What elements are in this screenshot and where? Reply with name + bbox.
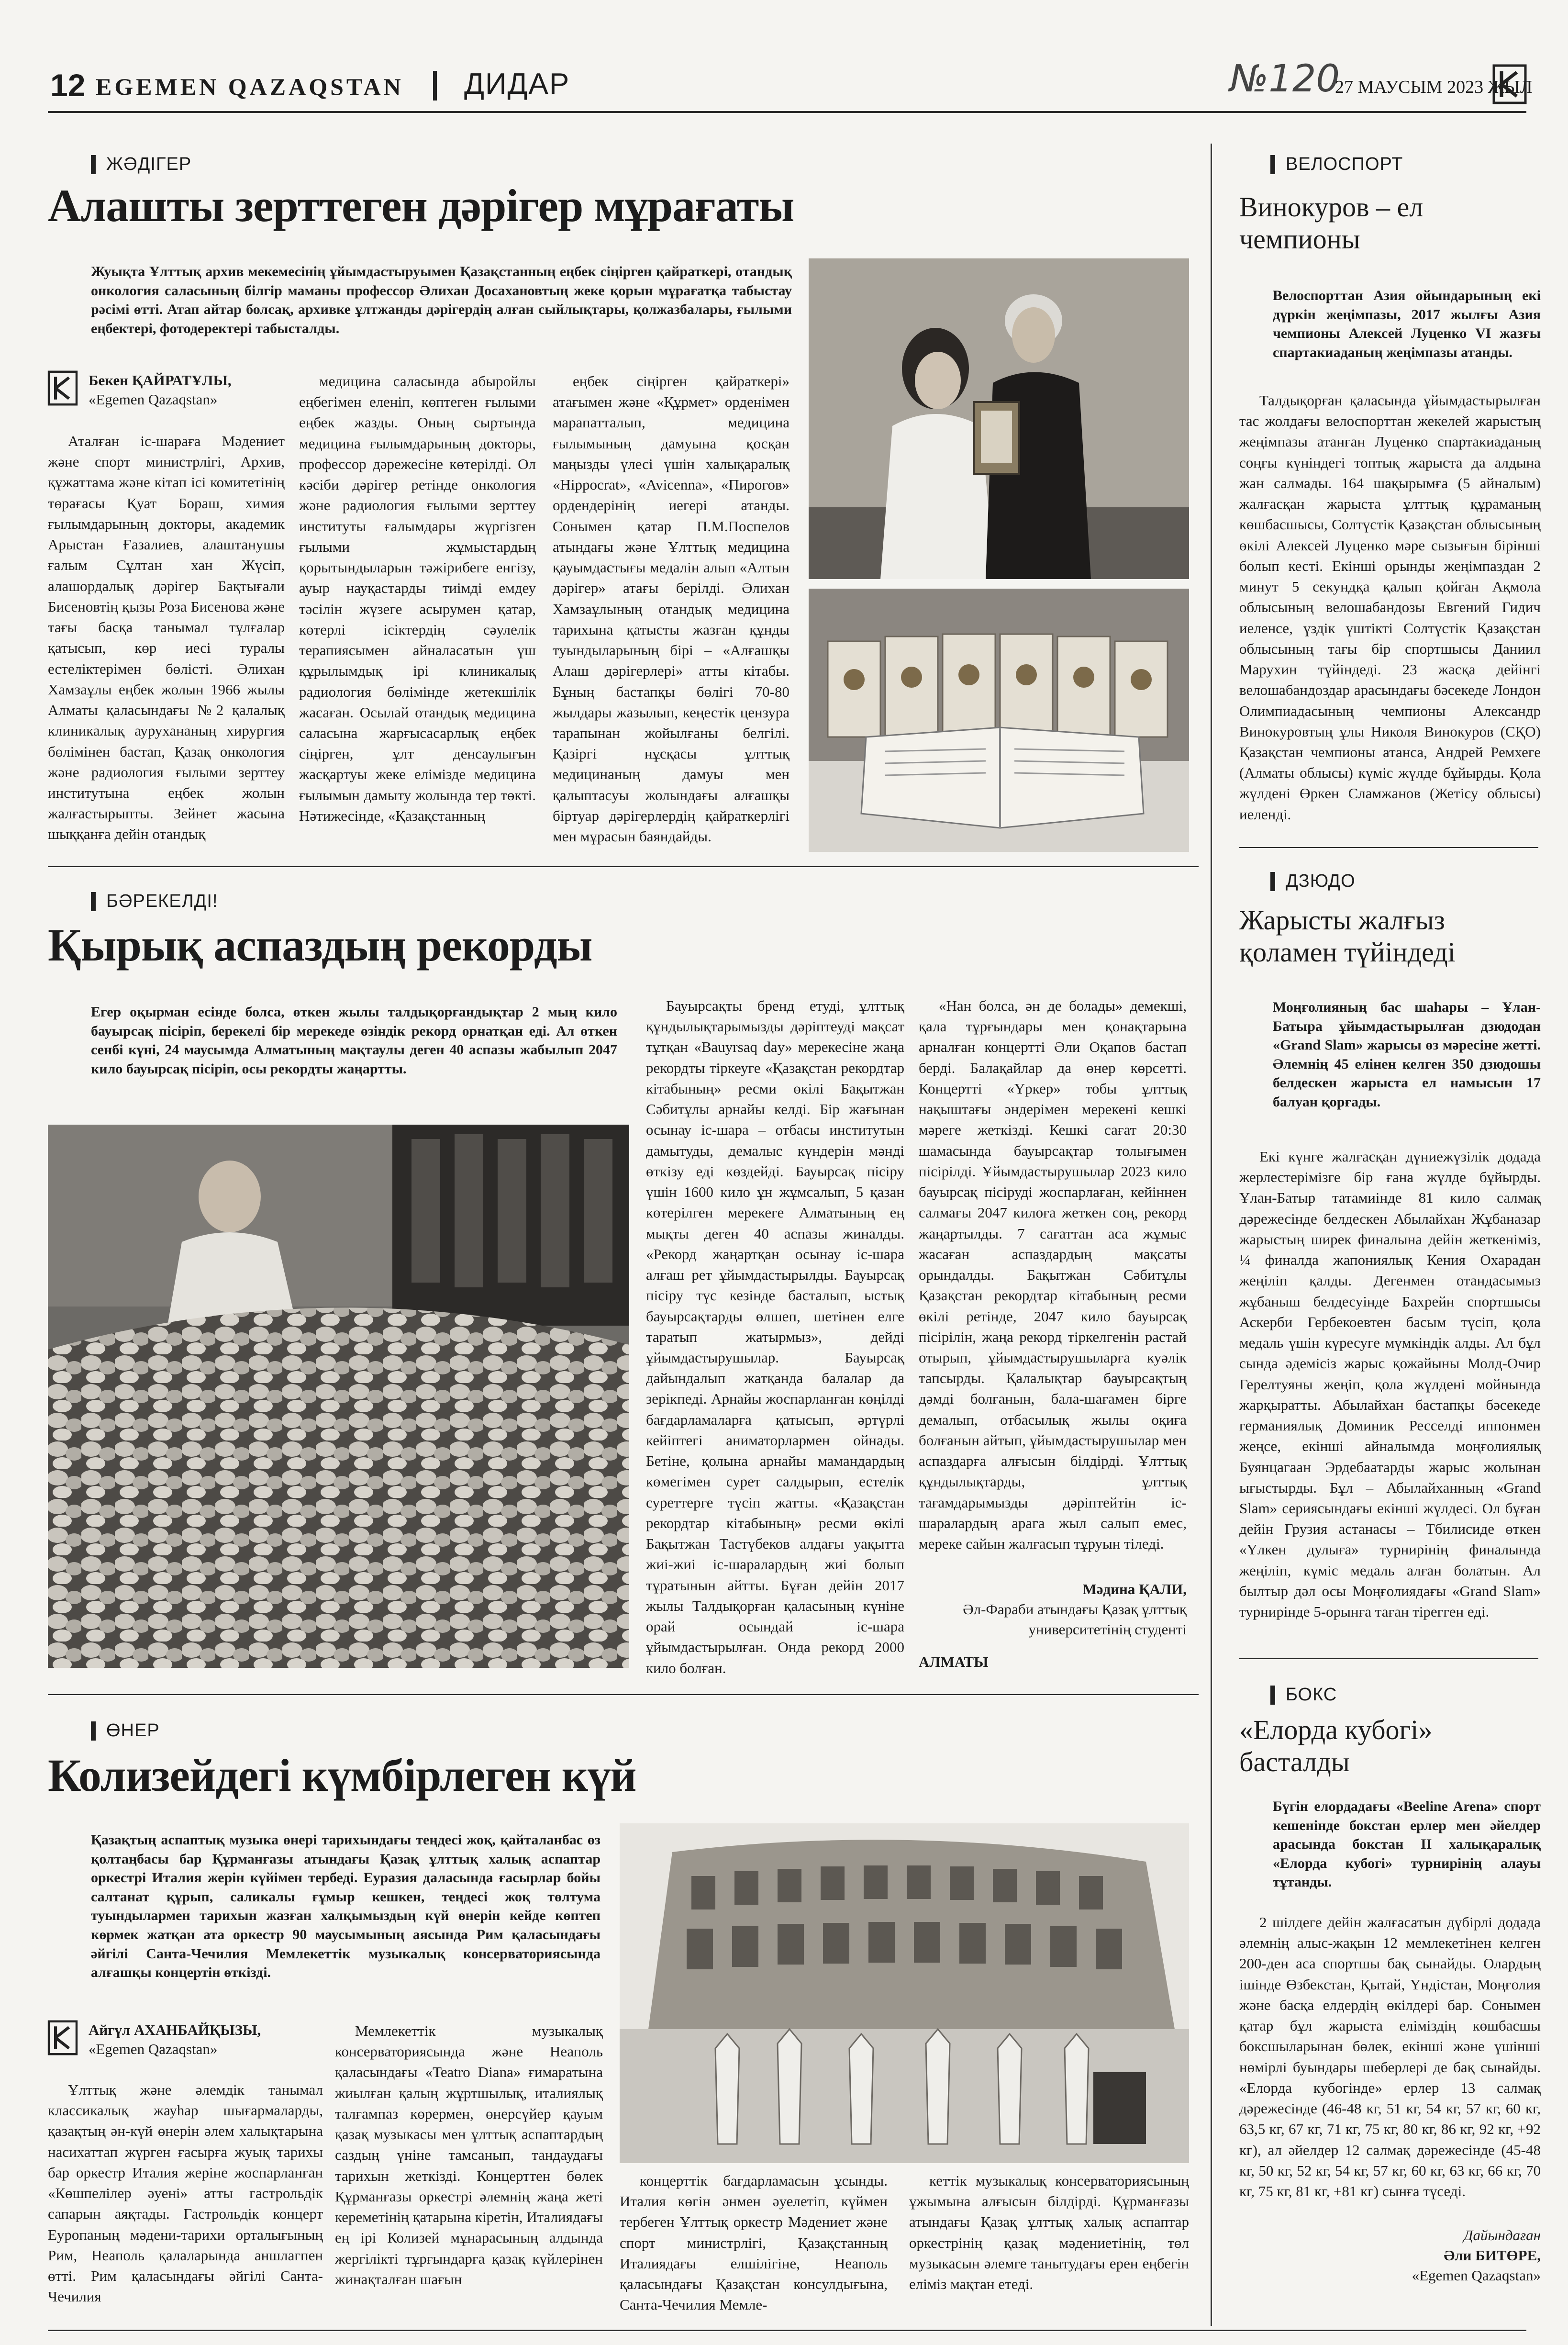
prepared-name: Әли БИТӨРЕ, (1444, 2246, 1541, 2264)
signature-role: Әл-Фараби атындағы Қазақ ұлттық университетінің студенті (963, 1600, 1187, 1638)
issue-date: 27 МАУСЫМ 2023 ЖЫЛ (1335, 77, 1533, 97)
ceremony-photo (809, 258, 1189, 579)
sidebar-velosport-rubric: ВЕЛОСПОРТ (1270, 154, 1403, 175)
books-photo (809, 589, 1189, 852)
sidebar-rule-1 (1239, 847, 1538, 848)
sidebar-judo-rubric: ДЗЮДО (1270, 871, 1356, 892)
sidebar-velosport-body: Талдықорған қаласында ұйымдастырылған тас жолдағы велоспорттан жекелей жарыстың жеңімпазы атанған Луценко спартакиаданың соңғы күніндегі топтық жарыста да алдына жан салмады. 164 шақырымға (5 айналым) жалғасқан жарыста ұлттық құраманың көшбасшысы, Солтүстік Қазақстан облысының өкілі Алексей Луценко мәре сызығын бірінші болып кесті. Екінші орынды жеңімпаздан 2 минут 5 секундқа қалып қойған Ақмола облысының велошабандозы Евгений Гидич иеленсе, үздік үштікті Солтүстік Қазақстан облысының тағы бір спортшысы Даниил Марухин түйіндеді. 23 жасқа дейінгі велошабандоздар арасындағы бәсекеде Лондон Олимпиадасының чемпионы Александр Винокуровтың ұлы Николя Винокуров (СҚО) Қазақстан чемпионы атанса, Андрей Ремхеге (Алматы облысы) күміс жүлде бұйырды. Қола жүлдені Өркен Сламжанов (Жетісу облысы) иеленді. (1239, 392, 1541, 823)
prepared-outlet: «Egemen Qazaqstan» (1412, 2267, 1541, 2284)
sidebar-boxing-rubric: БОКС (1270, 1685, 1337, 1705)
article3-column-2: Мемлекеттік музыкалық консерваториясында және Неаполь қаласындағы «Teatro Diana» ғимаратына жиылған қалың жұртшылық, италиялық талғампаз көрермен, өнерсүйер қауым қазақ музыкасы мен ұлттық аспаптардың саздың үніне тамсанып, тандаудағы тарихын жеткізді. Концерттен бөлек Құрманғазы оркестрі әлемнің жаңа жеті кереметінің қатарына кіретін, Италиядағы ең ірі Колизей мұнарасының алдында жергілікті тұрғындарға қазақ күйлерінен жинақталған шағын (335, 2022, 603, 2288)
sidebar-rule-2 (1239, 1658, 1538, 1659)
article2-bottom-rule (48, 1694, 1199, 1695)
header-rule (48, 111, 1526, 113)
author-name: Бекен ҚАЙРАТҰЛЫ, (89, 372, 232, 389)
article1-byline (89, 371, 280, 410)
article3-lead: Қазақтың аспаптық музыка өнері тарихындағы теңдесі жоқ, қайталанбас өз қолтаңбасы бар Құрманғазы атындағы Қазақ ұлттық халық аспаптар оркестрі Италия жерін күйімен тербеді. Еуразия даласында ғасырлар бойы салтанат құрып, саликалы ғұмыр кешкен, теңдесі жоқ төлтума туындылармен тарихын жазған халқымыздың күй өнерін кейде көптеп көрмек жатқан ата оркестр 90 маусымының аясында Рим қаласындағы әйгілі Санта-Чечилия Мемлекеттік музыкалық консерваториясында алғашқы концертін өткізді. (91, 1832, 601, 1981)
sidebar-boxing-signature (1239, 2225, 1541, 2286)
article1-headline: Алашты зерттеген дәрігер мұрағаты (48, 180, 794, 231)
sidebar-separator (1211, 144, 1212, 2326)
article2-column-1: Бауырсақты бренд етуді, ұлттық құндылықтарымызды дәріптеуді мақсат тұтқан «Bauyrsaq day» мерекесіне жаңа рекордты тіркеуге «Қазақстан рекордтар кітабының» ресми өкілі Бақытжан Сәбитұлы арнайы келді. Бір жағынан осынау іс-шара – отбасы институтын дамытуды, демалыс күндерін мәнді өткізу еді көздейді. Бауырсақ пісіру үшін 1600 кило ұн жұмсалып, 5 қазан көтерілген мерекеге Алматының ең мықты деген 40 аспазы жиналды. «Рекорд жаңартқан осынау іс-шара алғаш рет ұйымдастырылды. Бауырсақ пісіру түс кезінде басталып, ыстық бауырсақтарды өлшеп, шетінен елге таратып жатырмыз», дейді ұйымдастырушылар. Бауырсақ дайындалып жатқанда балалар да зерікпеді. Арнайы жоспарланған көңілді бағдарламаларға қатысып, әртүрлі кейіптегі аниматорлармен ойнады. Бетіне, қолына арнайы мамандардың көмегімен сурет салдырып, естелік суреттерге түсіп жатты. «Қазақстан рекордтар кітабының» ресми өкілі Бақытжан Тастүбеков алдағы уақытта жиі-жиі іс-шаралардың жиі болып тұратынын айтты. Бұған дейін 2017 жылы Талдықорған қаласының күніне орай осындай іс-шара ұйымдастырылған. Онда рекорд 2000 кило болған. (646, 997, 904, 1676)
article2-signature (919, 1579, 1187, 1640)
footer-rule (48, 2330, 1526, 2331)
article3-byline (89, 2021, 328, 2059)
author-outlet: «Egemen Qazaqstan» (89, 391, 218, 408)
header-separator (433, 71, 437, 100)
newspaper-name: EGEMEN QAZAQSTAN (96, 73, 404, 100)
sidebar-boxing-lead: Бүгін елордадағы «Beeline Arena» спорт кешенінде бокстан ерлер мен әйелдер арасында бокстан ІІ халықаралық «Елорда кубогі» турнирінің алауы тұтанды. (1273, 1798, 1541, 1890)
article1-bottom-rule (48, 866, 1199, 867)
author-logo-icon (48, 371, 78, 405)
article2-headline: Қырық аспаздың рекорды (48, 919, 592, 971)
sidebar-judo-body: Екі күнге жалғасқан дүниежүзілік додада жерлестерімізге бір ғана жүлде бұйырды. Ұлан-Батыр татамиінде 81 кило салмақ дәрежесінде белдескен Абылайхан Жұбаназар жарыстың ширек финалына дейін жеткеніміз, ¼ финалда жапониялық Кения Охарадан жеңіліп қалды. Дегенмен отандасымыз жұбаныш белдесуінде Бахрейн спортшысы Аскерби Гербекоевтен басым түсіп, қола медаль үшін күресуге мүмкіндік алды. Ал бұл сында әдемісіз жарыс қожайыны Молд-Очир Герелтуяны жеңіп, қола жүлдені мойнында жарқыратты. Абылайхан бастапқы бәсекеде германиялық Доминик Ресселді иппонмен жеңсе, екінші айналымда моңғолиялық Буянцагаан Эрдебаатарды жарыс жолынан ығыстырды. Бұл – Абылайханның «Grand Slam» сериясындағы екінші жүлдесі. Ол бұған дейін Грузия астанасы – Тбилисиде өткен «Үлкен дулыға» турнирінің финалында жеңіліп, күміс медаль алған болатын. Ал былтыр дәл осы Моңғолиядағы «Grand Slam» турнирінде 5-орынға таған тірегген еді. (1239, 1148, 1541, 1620)
sidebar-judo-lead: Моңғолияның бас шаһары – Ұлан-Батыра ұйымдастырылған дзюдодан «Grand Slam» жарысы өз мәресіне жетті. Әлемнің 45 елінен келген 350 дзюдошы белдескен жарыста ел намысын 17 балуан қорғады. (1273, 999, 1541, 1110)
article3-column-1: Ұлттық және әлемдік танымал классикалық жауһар шығармаларды, қазақтың ән-күй өнерін әлем халықтарына насихаттап жүрген ғасырға жуық тарихы бар оркестр Италия жеріне жоспарланған «Көшпелілер әуені» атты гастрольдік сапарын аяқтады. Гастрольдік концерт Еуропаның мәдени-тарихи орталығының Рим, Неаполь қалаларында аншлагпен өтті. Рим қаласындағы әйгілі Санта-Чечилия (48, 2081, 323, 2305)
article2-rubric: БӘРЕКЕЛДІ! (91, 891, 218, 912)
article3-column-3: концерттік бағдарламасын ұсынды. Италия көгін әнмен әуелетіп, күймен тербеген Ұлттық оркестр Мәдениет және спорт министрлігі, Қазақстанның Италиядағы елшілігіне, Неаполь қаласындағы Қазақстан консулдығына, Санта-Чечилия Мемле- (620, 2172, 888, 2313)
signature-name: Мәдина ҚАЛИ, (1082, 1581, 1187, 1597)
newspaper-logo-icon (1493, 65, 1526, 104)
sidebar-boxing-headline: «Елорда кубогі» басталды (1239, 1714, 1433, 1777)
article1-column-3: еңбек сіңірген қайраткері» атағымен және «Құрмет» орденімен марапатталып, медицина ғылымының дамуына қосқан маңызды үлесі үшін халықаралық «Hippocrat», «Avicenna», «Пирогов» ордендерінің иегері атанды. Сонымен қатар П.М.Поспелов атындағы және Ұлттық медицина қауымдастығы медалін алып «Алтын дәрігер» атағы берілді. Әлихан Хамзаұлының отандық медицина тарихына қатысты жазған құнды туындыларының бірі – «Алғашқы Алаш дәрігерлері» атты кітабы. Бұның бастапқы бөлігі 70-80 жылдары жазылып, кеңестік цензура тарапынан жойылғаны белгілі. Қазіргі нұсқасы ұлттық медицинаның дамуы мен қалыптасуы жолындағы алғашқы біртуар дәрігерлердің қайраткерлігі мен мұрасын баяндайды. (553, 373, 790, 845)
sidebar-boxing-body: 2 шілдеге дейін жалғасатын дүбірлі додада әлемнің алыс-жақын 12 мемлекетінен келген 200-ден аса спортшы бақ сынайды. Олардың ішінде Өзбекстан, Қытай, Үндістан, Моңғолия және басқа елдердің өкілдері бар. Сонымен қатар бұл жарыста еліміздің көшбасшы боксшыларынан бөлек, екінші және үшінші нөмірлі буындары шеберлері де бақ сынайды. «Елорда кубогінде» ерлер 13 салмақ дәрежесінде (46-48 кг, 51 кг, 54 кг, 57 кг, 60 кг, 63,5 кг, 67 кг, 71 кг, 75 кг, 80 кг, 86 кг, 92 кг, +92 кг), ал әйелдер 12 салмақ дәрежесінде (45-48 кг, 50 кг, 52 кг, 54 кг, 57 кг, 60 кг, 63 кг, 66 кг, 70 кг, 75 кг, 81 кг, +81 кг) сынға түседі. (1239, 1914, 1541, 2200)
article1-column-2: медицина саласында абыройлы еңбегімен еленіп, көптеген ғылыми еңбек жазды. Оның сыртында медицина ғылымдарының докторы, профессор дәрежесіне көтерілді. Ол кәсіби дәрігер ретінде онкология және радиология ғылыми зерттеу институты ғалымдары жүргізген ғылыми жұмыстардың қорытындыларын тәжірибеге енгізу, ауыр науқастарды тиімді емдеу тәсілін жүзеге асырумен қатар, көтерлі ісіктердің сәулелік терапиясымен айналасатын үш құрылымдық ірі клиникалық радиология бөлімінде жетекшілік жасаған. Осылай отандық медицина саласына жарғысасарлық еңбек сіңірген, ұлт денсаулығын жасқартуы жеке елімізде медицина ғылымын дамыту жолында тер төкті. Нәтижесінде, «Қазақстанның (299, 373, 536, 824)
article1-column-1: Аталған іс-шараға Мәдениет және спорт министрлігі, Архив, құжаттама және кітап ісі комитетінің төрағасы Қуат Бораш, химия ғылымдарының докторы, академик Арыстан Ғазалиев, алаштанушы ғалым Сұлтан хан Жүсіп, алашордалық дәрігер Бақтығали Бисеновтің қызы Роза Бисенова және тағы басқа танымал тұлғалар қатысып, көр иесі туралы естеліктерімен бөлісті. Әлихан Хамзаұлы еңбек жолын 1966 жылы Алматы қаласындағы №2 қалалық клиникалық аурухананың хирургия бөлімінен бастап, Қазақ онкология және радиология ғылыми зерттеу институтына еңбек жолын жалғастырыпты. Зейнет жасына шыққанға дейін отандық (48, 433, 285, 843)
article3-rubric: ӨНЕР (91, 1720, 160, 1741)
prepared-label: Дайындаған (1463, 2227, 1541, 2244)
article2-city: АЛМАТЫ (919, 1653, 989, 1670)
article1-rubric: ЖӘДІГЕР (91, 154, 191, 175)
baursak-photo (48, 1125, 629, 1668)
sidebar-judo-headline: Жарысты жалғыз қоламен түйіндеді (1239, 904, 1456, 968)
page-number: 12 (50, 67, 86, 103)
article1-lead: Жуықта Ұлттық архив мекемесінің ұйымдастыруымен Қазақстанның еңбек сіңірген қайраткері, отандық онкология саласының білгір маманы профессор Әлихан Досахановтың жеке қорын мұрағатқа табыстау рәсімі өтті. Атап айтар болсақ, архивке ұлтжанды дәрігердің алған сыйлықтары, қолжазбалары, ғылыми еңбектері, фотодеректері табысталды. (91, 264, 792, 336)
sidebar-velosport-headline: Винокуров – ел чемпионы (1239, 191, 1423, 255)
article2-column-2: «Нан болса, ән де болады» демекші, қала тұрғындары мен қонақтарына арналған концертті Әли Оқапов бастап берді. Балақайлар да өнер көрсетті. Концертті «Үркер» тобы ұлттық нақыштағы әндерімен мерекені кешкі мәреге жеткізді. Кешкі сағат 20:30 шамасында бауырсақтар толығымен пісірілді. Ұйымдастырушылар 2023 кило бауырсақ пісіруді жоспарлаған, кейіннен салмағы 2047 килоға жеткен соң, рекорд жаңартылды. 7 сағаттан аса жұмыс жасаған аспаздардың мақсаты орындалды. Бақытжан Сәбитұлы Қазақстан рекордтар кітабының ресми өкілі ретінде, 2047 кило бауырсақ пісірілін, жаңа рекорд тіркелгенін растай отырып, ұйымдастырушыларға куәлік тапсырды. Қалалықтар бауырсақтың дәмді болғанын, бала-шағамен бірге демалып, отбасылық жылы оқиға болғанын айтып, ұйымдастырушылар мен аспаздарға алғысын білдірді. Ұлттық құндылықтарды, ұлттық тағамдарымызды дәріптейтін іс-шаралардың арага жыл салып емес, мереке сайын жалғасып тұруын тіледі. (919, 997, 1187, 1552)
colosseum-photo (620, 1823, 1189, 2163)
article3-headline: Колизейдегі күмбірлеген күй (48, 1750, 636, 1801)
sidebar-velosport-lead: Велоспорттан Азия ойындарының екі дүркін жеңімпазы, 2017 жылғы Азия чемпионы Алексей Луценко VI жазғы спартакиаданың жеңімпазы атанды. (1273, 288, 1541, 360)
author-name: Айгүл АХАНБАЙҚЫЗЫ, (89, 2021, 261, 2038)
article2-lead: Егер оқырман есінде болса, өткен жылы талдықорғандықтар 2 мың кило бауырсақ пісіріп, берекелі бір мерекеде өзіндік рекорд орнатқан еді. Ал өткен сенбі күні, 24 маусымда Алматының мақтаулы деген 40 аспазы жабылып 2047 кило бауырсақ пісіріп, осы рекордты жаңартты. (91, 1004, 617, 1077)
handwritten-number: №120 (1230, 57, 1340, 100)
section-title: ДИДАР (464, 67, 570, 100)
author-logo-icon (48, 2021, 78, 2055)
article3-column-4: кеттік музыкалық консерваториясының ұжымына алғысын білдірді. Құрманғазы атындағы Қазақ ұлттық халық аспаптар оркестрінің қазақ мәдениетінің, төл музыкасын әлемге танытудағы ерен еңбегін еліміз мақтан етеді. (909, 2172, 1189, 2293)
author-outlet: «Egemen Qazaqstan» (89, 2041, 218, 2058)
